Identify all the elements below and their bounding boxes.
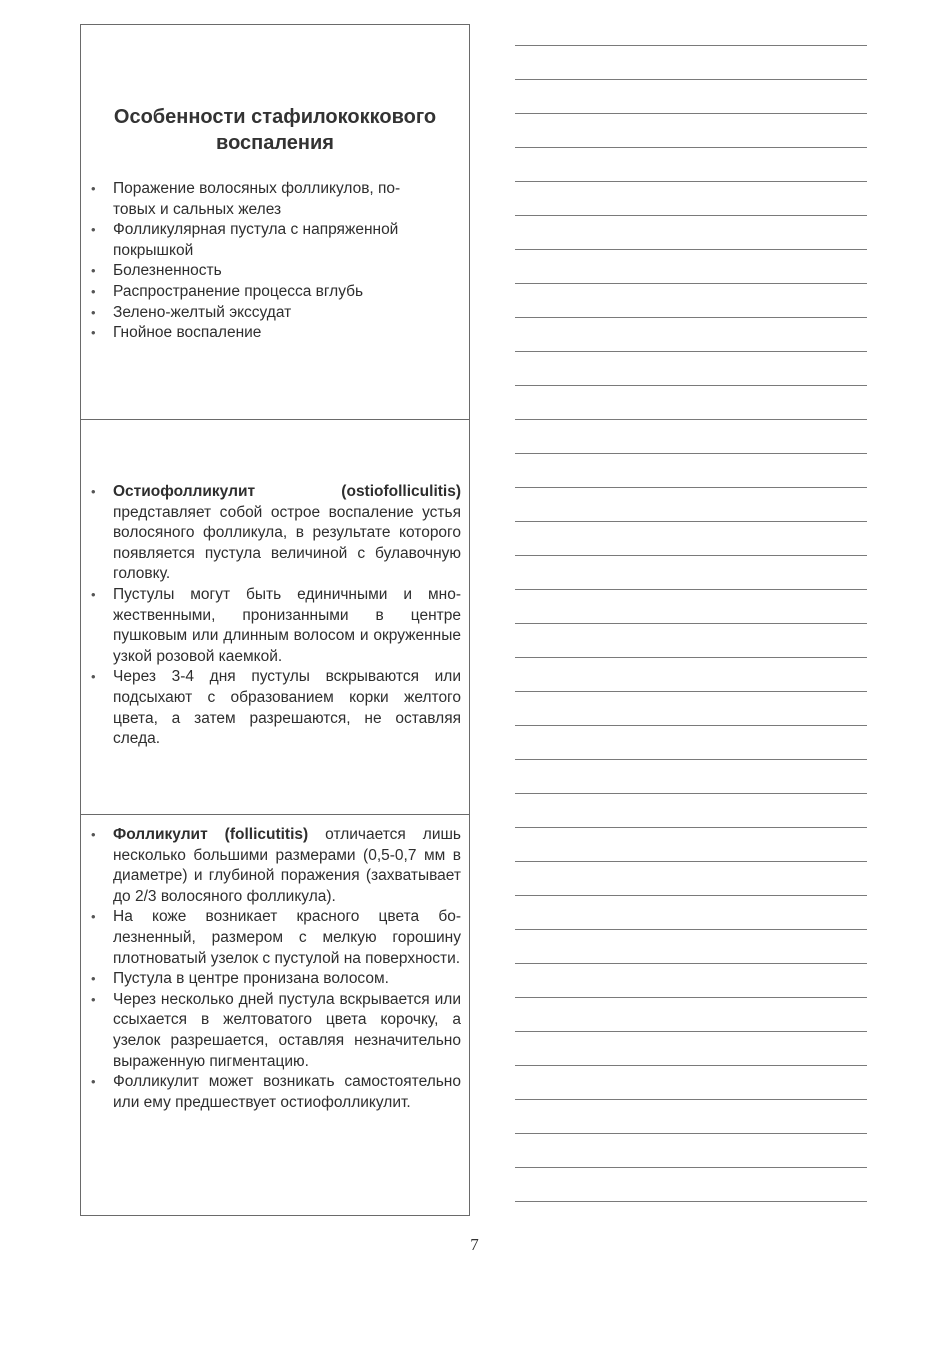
ruled-line	[515, 385, 867, 386]
ruled-line	[515, 419, 867, 420]
list-item-text: Гнойное воспаление	[113, 324, 262, 342]
list-item-text: Через 3-4 дня пустулы вскрываются или подсыхают с образованием корки желтого цвета, а затем разрешаются, не оставляя следа.	[113, 668, 461, 748]
notes-ruled-lines	[515, 0, 867, 1210]
ruled-line	[515, 725, 867, 726]
ruled-line	[515, 45, 867, 46]
bullet-icon: •	[91, 181, 96, 196]
ruled-line	[515, 453, 867, 454]
ruled-line	[515, 215, 867, 216]
folliculitis-list	[89, 825, 461, 1113]
list-item-text: Пустулы могут быть единичными и множественными, пронизанными в центре пушковым или длинным волосом и окруженные узкой розовой каемкой.	[113, 585, 461, 665]
ruled-line	[515, 283, 867, 284]
list-item	[89, 282, 461, 303]
list-item	[89, 179, 461, 220]
summary-panel	[80, 24, 470, 420]
list-item	[89, 261, 461, 282]
list-item-text: Распространение процесса вглубь	[113, 282, 364, 300]
list-item	[89, 323, 461, 344]
list-item	[89, 825, 461, 907]
bullet-icon: •	[91, 971, 96, 987]
list-item	[89, 990, 461, 1072]
panel-title: Особенности стафилококкового воспаления	[113, 106, 437, 154]
ruled-line	[515, 963, 867, 964]
list-item-text: Пустула в центре пронизана волосом.	[113, 970, 389, 988]
bullet-icon: •	[91, 991, 96, 1007]
bullet-icon: •	[91, 484, 96, 499]
list-item-text: Зелено-желтый экссудат	[113, 303, 292, 321]
ruled-line	[515, 759, 867, 760]
term-heading: Остиофолликулит (ostiofolliculitis)	[113, 483, 461, 500]
bullet-icon: •	[91, 325, 96, 341]
list-item-text: отличается лишь несколько большими размерами (0,5-0,7 мм в диаметре) и глубиной поражения (захватывает до 2/3 волосяного фолликула).	[113, 826, 461, 905]
ruled-line	[515, 249, 867, 250]
list-item-text: Через несколько дней пустула вскрывается или ссыхается в желтоватого цвета корочку, а узелок разрешается, оставляя незначительно выраженную пигментацию.	[113, 990, 461, 1070]
list-item-text: представляет собой острое воспаление устья волосяного фолликула, в результате которого появляется пустула величиной с булавочную головку.	[113, 503, 461, 583]
bullet-icon: •	[91, 1074, 96, 1090]
ruled-line	[515, 555, 867, 556]
ruled-line	[515, 895, 867, 896]
list-item	[89, 1072, 461, 1113]
bullet-icon: •	[91, 669, 96, 685]
ruled-line	[515, 657, 867, 658]
ruled-line	[515, 997, 867, 998]
ostiofolliculitis-panel	[80, 419, 470, 815]
ruled-line	[515, 79, 867, 80]
ruled-line	[515, 317, 867, 318]
ruled-line	[515, 351, 867, 352]
bullet-icon: •	[91, 263, 96, 279]
ruled-line	[515, 521, 867, 522]
list-item-text: Болезненность	[113, 262, 222, 280]
ruled-line	[515, 827, 867, 828]
bullet-icon: •	[91, 586, 96, 602]
ruled-line	[515, 929, 867, 930]
ruled-line	[515, 861, 867, 862]
page-number: 7	[470, 1235, 479, 1254]
bullet-icon: •	[91, 304, 96, 320]
list-item	[89, 969, 461, 990]
feature-list	[89, 179, 461, 344]
list-item-text: Поражение волосяных фолликулов, по- товых и сальных желез	[113, 180, 401, 218]
list-item	[89, 220, 461, 261]
bullet-icon: •	[91, 222, 96, 238]
list-item	[89, 585, 461, 667]
bullet-icon: •	[91, 909, 96, 925]
ostiofolliculitis-list	[89, 482, 461, 750]
list-item-text: Фолликулит может возникать самостоятельно или ему предшествует остиофолликулит.	[113, 1073, 461, 1111]
folliculitis-panel	[80, 814, 470, 1216]
ruled-line	[515, 487, 867, 488]
list-item	[89, 907, 461, 969]
list-item-text: На коже возникает красного цвета болезненный, размером с мелкую горошину плотноватый узелок с пустулой на поверхности.	[113, 908, 461, 967]
ruled-line	[515, 623, 867, 624]
ruled-line	[515, 1201, 867, 1202]
ruled-line	[515, 1099, 867, 1100]
ruled-line	[515, 1133, 867, 1134]
ruled-line	[515, 589, 867, 590]
ruled-line	[515, 1065, 867, 1066]
term-heading: Фолликулит (follicutitis)	[113, 826, 309, 843]
ruled-line	[515, 793, 867, 794]
ruled-line	[515, 113, 867, 114]
list-item	[89, 667, 461, 749]
list-item-text: Фолликулярная пустула с напряженной покрышкой	[113, 221, 399, 259]
ruled-line	[515, 181, 867, 182]
bullet-icon: •	[91, 283, 96, 299]
ruled-line	[515, 1167, 867, 1168]
list-item	[89, 303, 461, 324]
bullet-icon: •	[91, 827, 96, 842]
ruled-line	[515, 147, 867, 148]
ruled-line	[515, 691, 867, 692]
ruled-line	[515, 1031, 867, 1032]
list-item	[89, 482, 461, 585]
